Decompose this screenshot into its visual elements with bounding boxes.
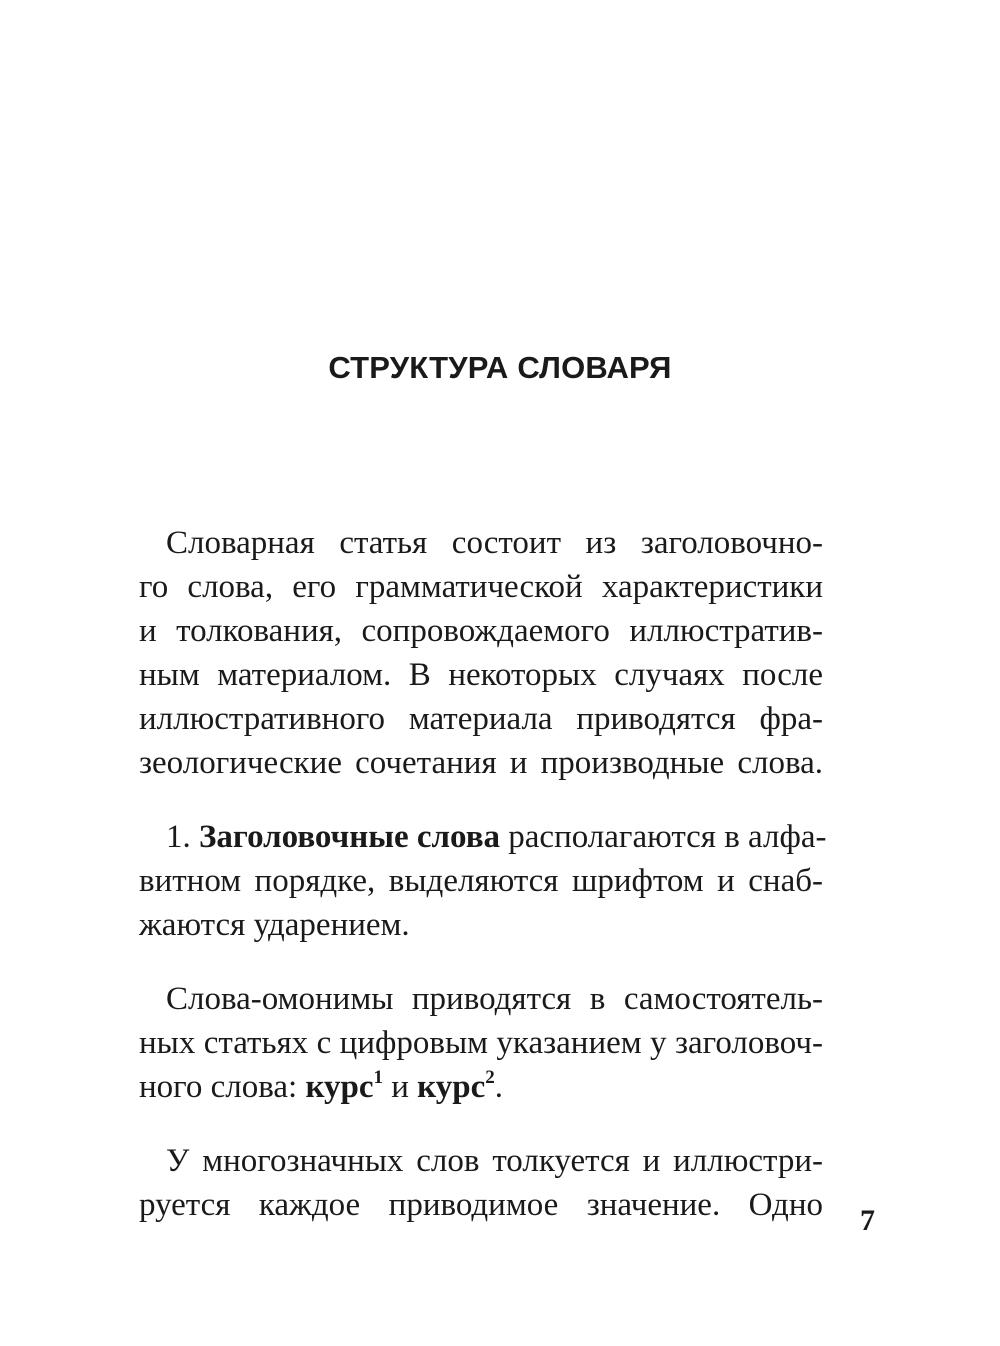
paragraph-3-line: Слова-омонимы приводятся в самостоятель- <box>166 981 823 1017</box>
example-word-2: курс <box>417 1069 486 1105</box>
homonym-index-2: 2 <box>485 1067 495 1088</box>
paragraph-2-line: витном порядке, выделяются шрифтом и снаб- <box>139 863 823 899</box>
homonym-index-1: 1 <box>373 1067 383 1088</box>
example-word-1: курс <box>305 1069 374 1105</box>
paragraph-1-line: и толкования, сопровождаемого иллюстратив- <box>139 613 823 649</box>
period: . <box>494 1069 503 1105</box>
list-number: 1. <box>166 819 191 855</box>
paragraph-1-line: зеологические сочетания и производные слова. <box>139 745 823 781</box>
paragraph-4-line: У многозначных слов толкуется и иллюстри- <box>166 1143 823 1179</box>
paragraph-4-line: руется каждое приводимое значение. Одно <box>139 1187 823 1223</box>
conjunction: и <box>391 1069 409 1105</box>
page-title: СТРУКТУРА СЛОВАРЯ <box>328 350 672 385</box>
paragraph-3-line <box>139 1065 823 1109</box>
paragraph-3-text: ного слова: <box>139 1069 298 1105</box>
paragraph-2-text: располагаются в алфа- <box>508 819 827 855</box>
paragraph-2-line: жаются ударением. <box>139 907 410 943</box>
paragraph-1-line: ным материалом. В некоторых случаях после <box>139 657 823 693</box>
paragraph-1-line: Словарная статья состоит из заголовочно- <box>166 525 823 561</box>
paragraph-1-line: го слова, его грамматической характеристики <box>139 569 823 605</box>
paragraph-3-line: ных статьях с цифровым указанием у заголовоч- <box>139 1025 823 1061</box>
paragraph-2-line <box>166 815 827 859</box>
bold-term: Заголовочные слова <box>199 819 501 855</box>
paragraph-1-line: иллюстративного материала приводятся фра- <box>139 701 823 737</box>
page-number: 7 <box>860 1204 875 1237</box>
